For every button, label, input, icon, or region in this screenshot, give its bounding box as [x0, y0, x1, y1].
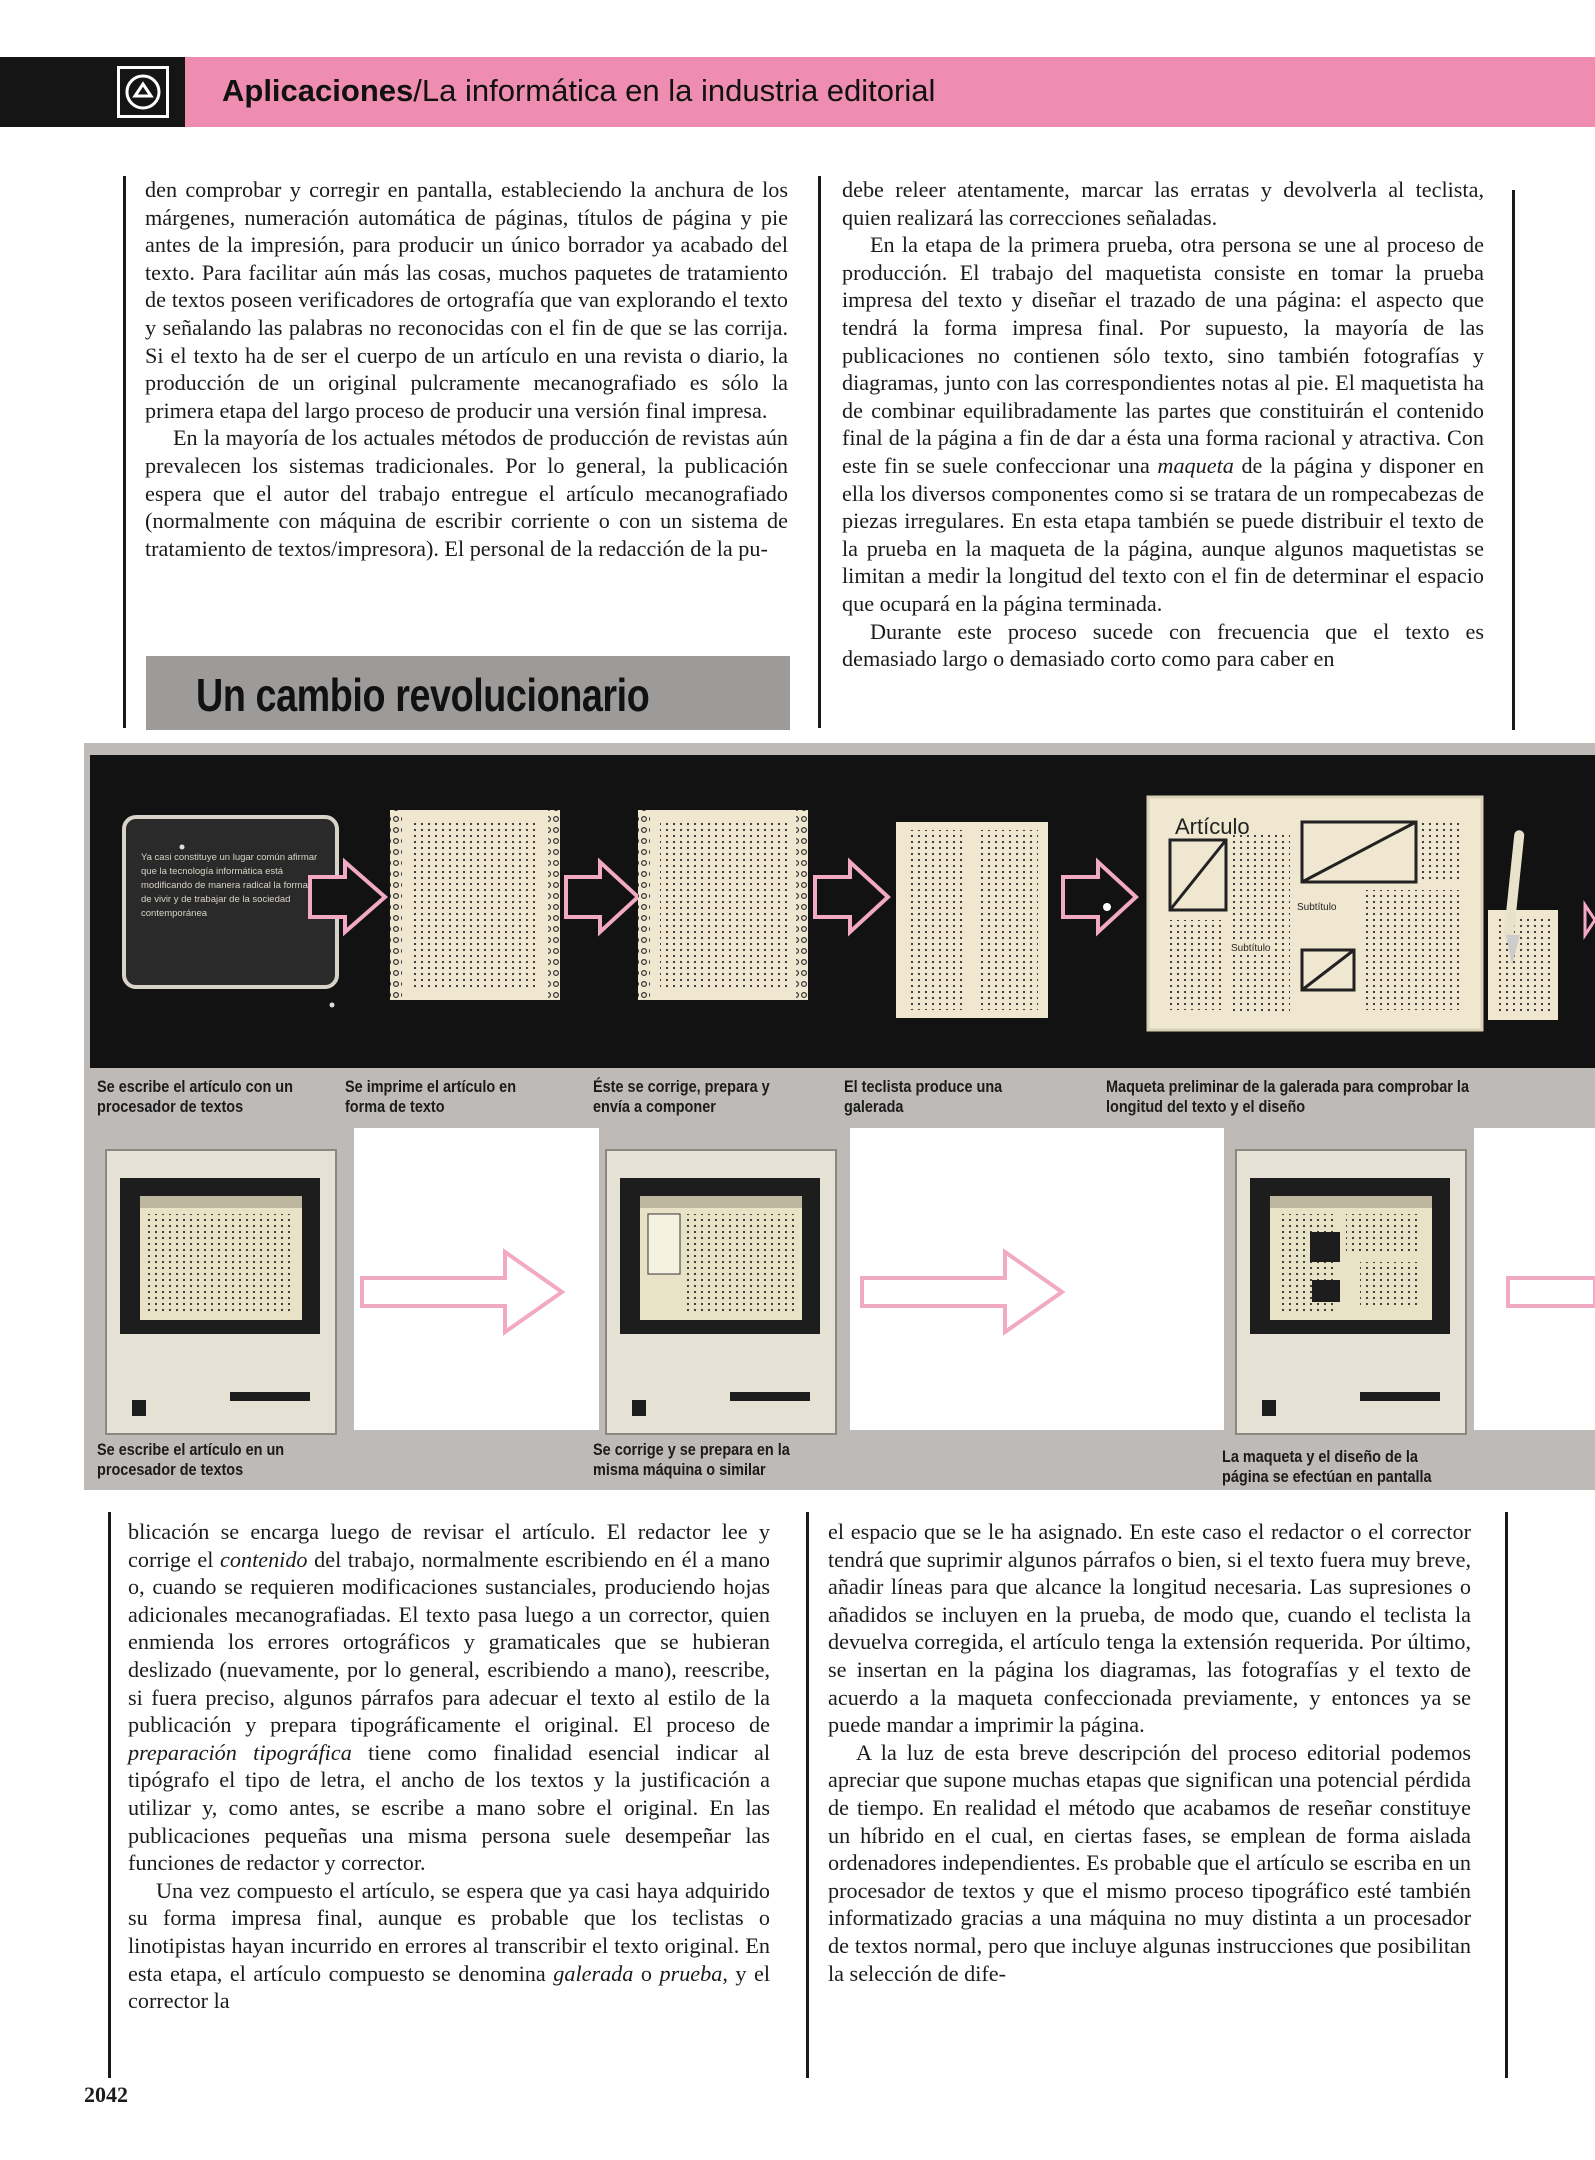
figure-caption: Se escribe el artículo con un procesador de textos — [97, 1077, 293, 1116]
text-run-italic: maqueta — [1157, 452, 1234, 478]
text-run: del trabajo, normalmente escribiendo en él a mano o, cuando se requieren modificaciones sustanciales, produciendo hojas adicionales mecanografiadas. El texto pasa luego a un corrector, quien enmienda los errores ortográficos y gramaticales que se hubieran deslizado (nuevamente, por lo general, escribiendo a mano), reescribe, si fuera preciso, algunos párrafos para adecuar el texto al estilo de la publicación y prepara tipográficamente el original. El proceso de — [128, 1546, 770, 1738]
arrow-icon — [1063, 862, 1136, 932]
computer-illustration — [606, 1150, 836, 1434]
galley-illustration — [896, 822, 1048, 1018]
figure-caption: Se corrige y se prepara en la misma máquina o similar — [593, 1440, 790, 1479]
figure-caption: Se imprime el artículo en forma de texto — [345, 1077, 517, 1116]
figure-caption: Maqueta preliminar de la galerada para comprobar la longitud del texto y el diseño — [1106, 1077, 1469, 1116]
text-run: o — [633, 1960, 660, 1986]
header-section: Aplicaciones — [222, 73, 414, 108]
text-run: blicación se encarga luego de revisar el artículo. El redactor lee y corrige el — [128, 1519, 770, 1572]
figure-caption: Se escribe el artículo en un procesador de textos — [97, 1440, 285, 1479]
text-run-italic: prueba, — [659, 1960, 728, 1986]
article-column-bottom-right — [828, 1518, 1471, 1987]
text-run: Una vez compuesto el artículo, se espera que ya casi haya adquirido su forma impresa final, aunque es probable que los teclistas o linotipistas hayan incurrido en errores al transcribir el texto original. En esta etapa, el artículo compuesto se denomina — [128, 1877, 770, 1986]
arrow-icon — [1508, 1278, 1595, 1306]
corrected-printout-illustration — [638, 810, 808, 1000]
text-run-italic: galerada — [553, 1960, 634, 1986]
printout-illustration — [390, 810, 560, 1000]
text-run: En la etapa de la primera prueba, otra persona se une al proceso de producción. El trabajo del maquetista consiste en tomar la prueba impresa del texto y diseñar el trazado de una página: el aspecto que tendrá la forma impresa final. Por supuesto, la mayoría de las publicaciones no contienen sólo texto, sino también fotografías y diagramas, junto con las correspondientes notas al pie. El maquetista ha de combinar equilibradamente las partes que constituirán el contenido final de la página a fin de dar a ésta una forma racional y atractiva. Con este fin se suele confeccionar una — [842, 232, 1484, 478]
figure-caption: Éste se corrige, prepara y envía a componer — [593, 1077, 770, 1116]
column-rule — [806, 1512, 809, 2078]
text-run: tiene como finalidad esencial indicar al tipógrafo el tipo de letra, el ancho de los textos y la justificación a utilizar y, como antes, se escribe a mano sobre el original. En las publicaciones pequeñas una misma persona suele desempeñar las funciones de redactor y corrector. — [128, 1739, 770, 1876]
page-number: 2042 — [84, 2082, 128, 2107]
arrow-icon — [815, 862, 888, 932]
paragraph — [128, 1518, 770, 1877]
text-run-italic: preparación tipográfica — [128, 1739, 352, 1765]
figure-caption: La maqueta y el diseño de la página se efectúan en pantalla — [1222, 1447, 1432, 1486]
paragraph: debe releer atentamente, marcar las erratas y devolverla al teclista, quien realizará las correcciones señaladas. — [842, 177, 1484, 230]
paragraph: el espacio que se le ha asignado. En este caso el redactor o el corrector tendrá que suprimir algunos párrafos o bien, si el texto fuera muy breve, añadir líneas para que alcance la longitud necesaria. Las supresiones o añadidos se incluyen en la prueba, de modo que, cuando el teclista la devuelva corregida, el artículo tenga la extensión requerida. Por último, se insertan en la página los diagramas, las fotografías y el texto de acuerdo a la maqueta confeccionada previamente, y entonces ya se puede mandar a imprimir la página. — [828, 1519, 1471, 1738]
figure-caption: El teclista produce una galerada — [844, 1077, 1003, 1116]
screen-text: Ya casi constituye un lugar común afirmar que la tecnología informática está modificando de manera radical la forma de vivir y de trabajar de la sociedad contemporánea — [141, 852, 318, 919]
text-run-italic: contenido — [220, 1546, 308, 1572]
paragraph: den comprobar y corregir en pantalla, estableciendo la anchura de los márgenes, numeración automática de páginas, títulos de página y pie antes de la impresión, para producir un único borrador ya acabado del texto. Para facilitar aún más las cosas, muchos paquetes de tratamiento de textos poseen verificadores de ortografía que van explorando el texto y señalando las palabras no reconocidas con el fin de que se las corrija. Si el texto ha de ser el cuerpo de un artículo en una revista o diario, la producción de un original pulcramente mecanografiado es sólo la primera etapa del largo proceso de producir una versión final impresa. — [145, 177, 788, 423]
column-rule — [1505, 1512, 1508, 2078]
paragraph — [128, 1877, 770, 2015]
scalpel-icon — [1488, 830, 1595, 1020]
paragraph: A la luz de esta breve descripción del proceso editorial podemos apreciar que supone muchas etapas que significan una potencial pérdida de tiempo. En realidad el método que acabamos de reseñar constituye un híbrido en el cual, en ciertas fases, se emplean de forma aislada ordenadores independientes. Es probable que el artículo se escriba en un procesador de textos y que el mismo proceso tipográfico esté también informatizado gracias a una máquina no muy distinta a un procesador de textos normal, pero que incluye algunas instrucciones que posibilitan la selección de dife- — [828, 1739, 1471, 1986]
column-rule — [108, 1512, 111, 2078]
paragraph: Durante este proceso sucede con frecuencia que el texto es demasiado largo o demasiado corto como para caber en — [842, 618, 1484, 672]
layout-subtitle: Subtítulo — [1231, 943, 1271, 954]
layout-subtitle: Subtítulo — [1297, 902, 1337, 913]
computer-illustration — [106, 1150, 336, 1434]
article-column-bottom-left — [128, 1518, 770, 2015]
text-run: y el corrector la — [128, 1960, 771, 2014]
arrow-icon — [566, 862, 638, 932]
computer-illustration — [1236, 1150, 1466, 1434]
text-run: de la página y disponer en ella los diversos componentes como si se tratara de un rompecabezas de piezas irregulares. En esta etapa también se puede distribuir el texto de la prueba en la maqueta de la página, aunque algunos maquetistas se limitan a medir la longitud del texto con el fin de determinar el espacio que ocupará en la página terminada. — [842, 452, 1484, 616]
paragraph: En la mayoría de los actuales métodos de producción de revistas aún prevalecen los sistemas tradicionales. Por lo general, la publicación espera que el autor del trabajo entregue el artículo mecanografiado (normalmente con máquina de escribir corriente o con un sistema de tratamiento de textos/impresora). El personal de la redacción de la pu- — [145, 425, 788, 561]
subheading: Un cambio revolucionario — [196, 669, 650, 721]
header-subtitle: /La informática en la industria editorial — [413, 73, 936, 108]
layout-title: Artículo — [1175, 814, 1250, 839]
